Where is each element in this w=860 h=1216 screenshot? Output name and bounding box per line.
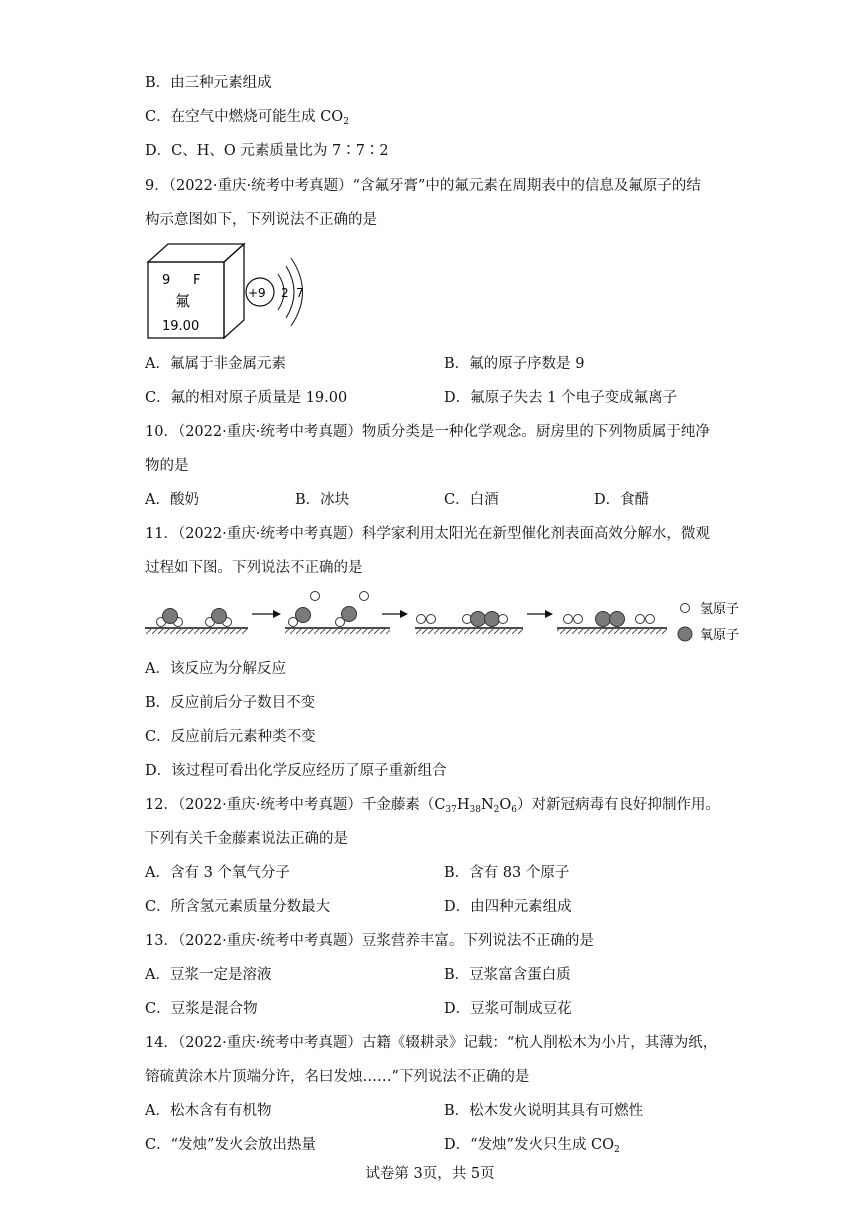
q13-option-a: A．豆浆一定是溶液 bbox=[145, 967, 272, 983]
products-4 bbox=[564, 612, 655, 627]
hydrogen-legend-label: 氢原子 bbox=[700, 602, 740, 617]
shell-electrons-2: 7 bbox=[296, 286, 304, 300]
q12-option-b: B．含有 83 个原子 bbox=[444, 865, 570, 881]
q9-option-b: B．氟的原子序数是 9 bbox=[444, 356, 585, 372]
q9-option-a: A．氟属于非金属元素 bbox=[145, 356, 286, 372]
q9-stem-line1: 9．（2022·重庆·统考中考真题）“含氟牙膏”中的氟元素在周期表中的信息及氟原子的结 bbox=[145, 178, 701, 194]
catalyst-surface-1 bbox=[145, 628, 248, 634]
oxygen-legend-label: 氧原子 bbox=[700, 628, 740, 643]
fluorine-figure bbox=[140, 240, 320, 340]
element-box-top bbox=[148, 244, 244, 262]
q12-option-a: A．含有 3 个氧气分子 bbox=[145, 865, 290, 881]
q12-stem-line1: 12．（2022·重庆·统考中考真题）千金藤素$(C_{37}H_{38}N_2O_6)$对新冠病毒有良好抑制作用。 bbox=[145, 797, 721, 815]
q10-option-b: B．冰块 bbox=[295, 492, 350, 508]
element-symbol: F bbox=[193, 273, 201, 288]
q11-option-a: A．该反应为分解反应 bbox=[145, 661, 286, 677]
q14-stem-line2: 镕硫黄涂木片顶端分许，名曰发烛……”下列说法不正确的是 bbox=[145, 1069, 530, 1085]
arrow-2 bbox=[382, 610, 408, 618]
q8-option-d: D．C、H、O 元素质量比为 7∶7∶2 bbox=[145, 143, 389, 159]
q14-option-a: A．松木含有有机物 bbox=[145, 1103, 272, 1119]
q9-option-c: C．氟的相对原子质量是 19.00 bbox=[145, 390, 348, 406]
atomic-mass: 19.00 bbox=[162, 319, 200, 334]
q13-stem: 13．（2022·重庆·统考中考真题）豆浆营养丰富。下列说法不正确的是 bbox=[145, 933, 594, 949]
water-molecule-1 bbox=[157, 609, 183, 627]
q10-option-d: D．食醋 bbox=[594, 492, 650, 508]
q10-option-a: A．酸奶 bbox=[145, 492, 199, 508]
split-atoms-2 bbox=[289, 592, 369, 627]
page-footer: 试卷第 3页，共 5页 bbox=[365, 1166, 495, 1182]
q12-option-d: D．由四种元素组成 bbox=[444, 899, 572, 915]
q11-stem-line2: 过程如下图。下列说法不正确的是 bbox=[145, 560, 363, 576]
q8-option-b: B．由三种元素组成 bbox=[145, 75, 272, 91]
q11-stem-line1: 11．（2022·重庆·统考中考真题）科学家利用太阳光在新型催化剂表面高效分解水，微观 bbox=[145, 526, 710, 542]
q12-stem-line2: 下列有关千金藤素说法正确的是 bbox=[145, 831, 348, 847]
element-box-side bbox=[224, 244, 244, 338]
water-molecule-2 bbox=[206, 609, 232, 627]
q11-option-c: C．反应前后元素种类不变 bbox=[145, 729, 316, 745]
q13-option-c: C．豆浆是混合物 bbox=[145, 1001, 258, 1017]
water-splitting-diagram bbox=[140, 586, 760, 646]
q14-option-b: B．松木发火说明其具有可燃性 bbox=[444, 1103, 644, 1119]
q11-option-d: D．该过程可看出化学反应经历了原子重新组合 bbox=[145, 763, 447, 779]
q10-stem-line2: 物的是 bbox=[145, 458, 189, 474]
q14-option-d: D．“发烛”发火只生成 $CO_2$ bbox=[444, 1137, 620, 1155]
q10-option-c: C．白酒 bbox=[444, 492, 499, 508]
catalyst-surface-4 bbox=[557, 628, 667, 634]
catalyst-surface-2 bbox=[285, 628, 390, 634]
arrow-3 bbox=[527, 610, 553, 618]
oxygen-legend-icon bbox=[678, 627, 692, 641]
q9-option-d: D．氟原子失去 1 个电子变成氟离子 bbox=[444, 390, 678, 406]
atomic-number: 9 bbox=[162, 273, 171, 288]
q13-option-d: D．豆浆可制成豆花 bbox=[444, 1001, 572, 1017]
nucleus-charge: +9 bbox=[248, 286, 266, 300]
hydrogen-legend-icon bbox=[681, 604, 690, 613]
q9-stem-line2: 构示意图如下，下列说法不正确的是 bbox=[145, 212, 377, 228]
q14-option-c: C．“发烛”发火会放出热量 bbox=[145, 1137, 316, 1153]
shell-electrons-1: 2 bbox=[281, 286, 289, 300]
intermediate-3 bbox=[417, 612, 508, 627]
q12-option-c: C．所含氢元素质量分数最大 bbox=[145, 899, 331, 915]
q10-stem-line1: 10．（2022·重庆·统考中考真题）物质分类是一种化学观念。厨房里的下列物质属于纯净 bbox=[145, 424, 710, 440]
arrow-1 bbox=[252, 610, 281, 618]
q8-option-c: C．在空气中燃烧可能生成 $CO_2$ bbox=[145, 109, 349, 127]
catalyst-surface-3 bbox=[415, 628, 523, 634]
q11-option-b: B．反应前后分子数目不变 bbox=[145, 695, 316, 711]
q14-stem-line1: 14．（2022·重庆·统考中考真题）古籍《辍耕录》记载：“杭人削松木为小片，其薄为纸， bbox=[145, 1035, 718, 1051]
element-name: 氟 bbox=[175, 292, 191, 310]
q13-option-b: B．豆浆富含蛋白质 bbox=[444, 967, 571, 983]
